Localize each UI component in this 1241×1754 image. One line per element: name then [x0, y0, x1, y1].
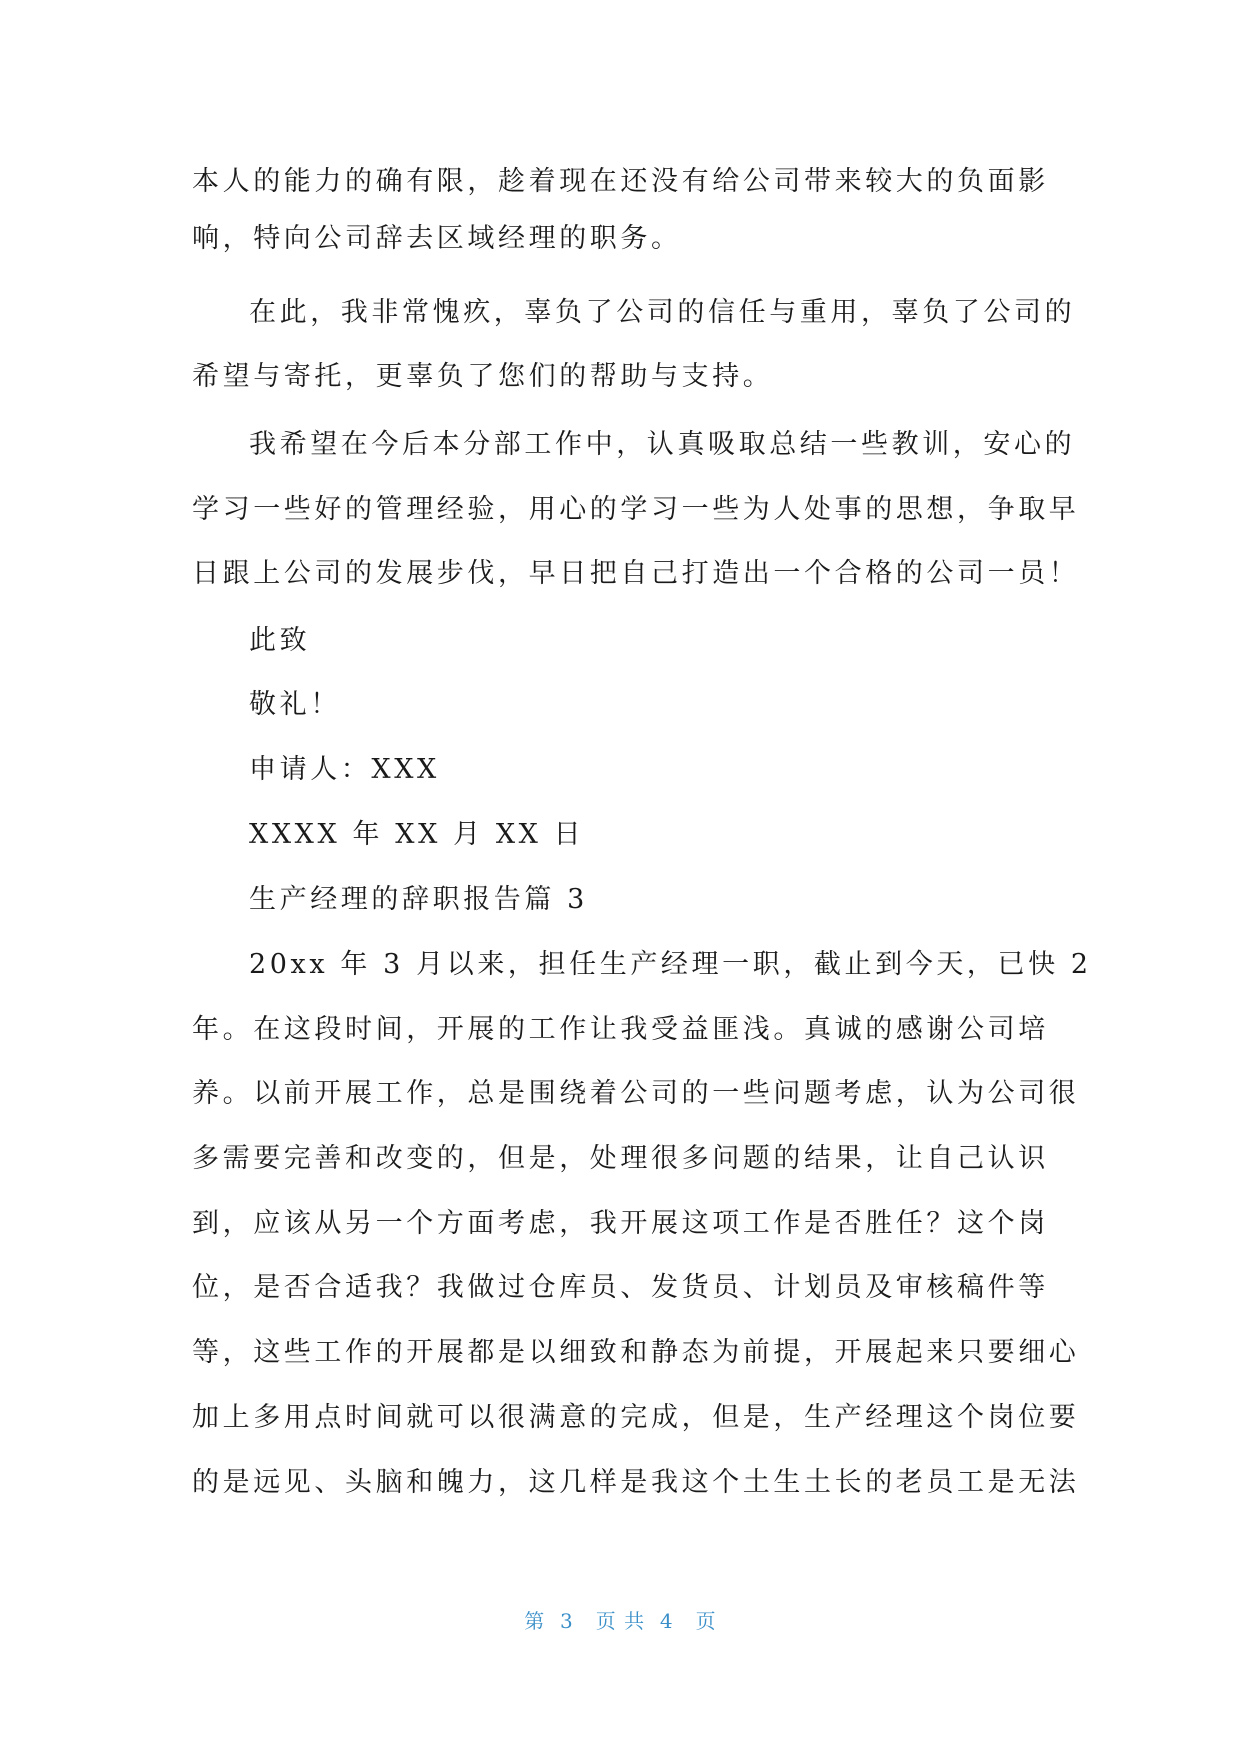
- page-number-footer: 第 3 页 共 4 页: [524, 1609, 717, 1633]
- applicant-line: 申请人：XXX: [249, 754, 440, 785]
- body-line-12: 到，应该从另一个方面考虑，我开展这项工作是否胜任？这个岗: [192, 1208, 1049, 1239]
- body-line-16: 的是远见、头脑和魄力，这几样是我这个土生土长的老员工是无法: [192, 1467, 1080, 1498]
- body-line-10: 养。以前开展工作，总是围绕着公司的一些问题考虑，认为公司很: [192, 1078, 1080, 1109]
- closing-salutation: 此致: [249, 625, 311, 656]
- body-line-2: 响，特向公司辞去区域经理的职务。: [192, 223, 682, 254]
- body-line-4: 希望与寄托，更辜负了您们的帮助与支持。: [192, 361, 774, 392]
- body-line-7: 日跟上公司的发展步伐，早日把自己打造出一个合格的公司一员！: [192, 558, 1080, 589]
- body-line-5: 我希望在今后本分部工作中，认真吸取总结一些教训，安心的: [249, 429, 1076, 460]
- body-line-13: 位，是否合适我？我做过仓库员、发货员、计划员及审核稿件等: [192, 1272, 1049, 1303]
- body-line-3: 在此，我非常愧疚，辜负了公司的信任与重用，辜负了公司的: [249, 297, 1076, 328]
- body-line-14: 等，这些工作的开展都是以细致和静态为前提，开展起来只要细心: [192, 1337, 1080, 1368]
- body-line-6: 学习一些好的管理经验，用心的学习一些为人处事的思想，争取早: [192, 494, 1080, 525]
- body-line-15: 加上多用点时间就可以很满意的完成，但是，生产经理这个岗位要: [192, 1402, 1080, 1433]
- closing-regards: 敬礼！: [249, 689, 341, 720]
- body-line-8: 20xx 年 3 月以来，担任生产经理一职，截止到今天，已快 2: [249, 949, 1092, 980]
- body-line-11: 多需要完善和改变的，但是，处理很多问题的结果，让自己认识: [192, 1143, 1049, 1174]
- body-line-9: 年。在这段时间，开展的工作让我受益匪浅。真诚的感谢公司培: [192, 1014, 1049, 1045]
- section-heading: 生产经理的辞职报告篇 3: [249, 884, 588, 915]
- date-line: XXXX 年 XX 月 XX 日: [249, 819, 585, 850]
- body-line-1: 本人的能力的确有限，趁着现在还没有给公司带来较大的负面影: [192, 166, 1049, 197]
